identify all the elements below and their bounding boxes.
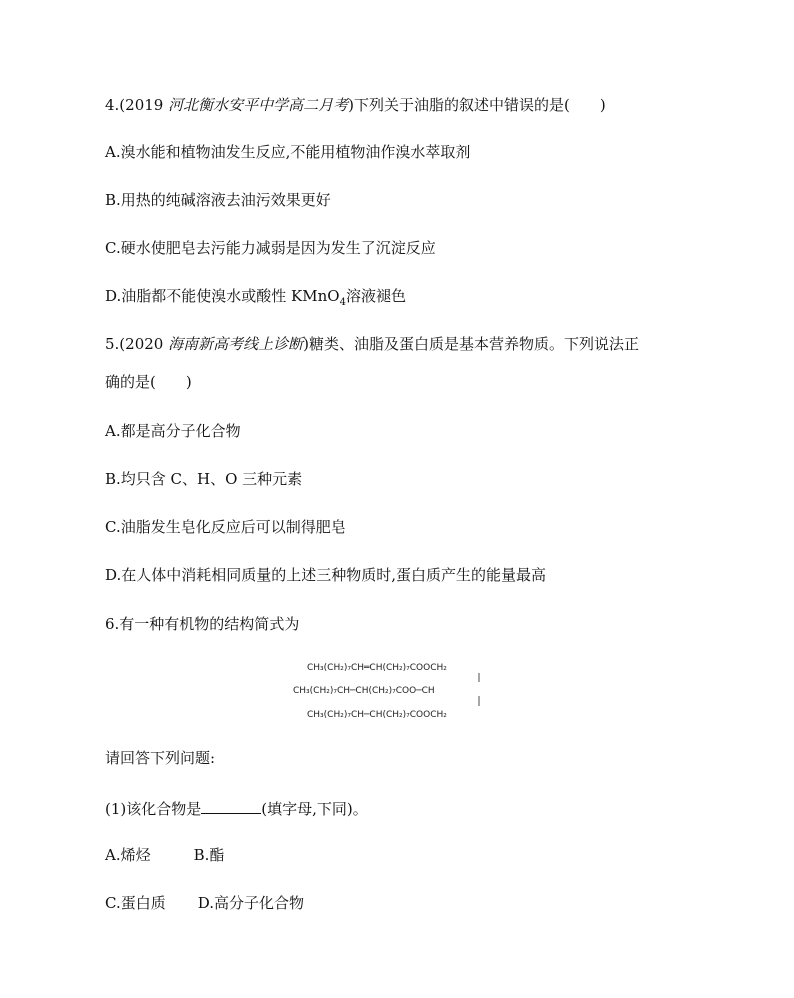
q4-source: 河北衡水安平中学高二月考 — [168, 96, 349, 114]
q5-option-c: C.油脂发生皂化反应后可以制得肥皂 — [105, 518, 346, 536]
q4-option-d: D.油脂都不能使溴水或酸性 KMnO$_4$溶液褪色 — [105, 287, 406, 308]
q4-option-b: B.用热的纯碱溶液去油污效果更好 — [105, 191, 331, 209]
answer-blank[interactable] — [201, 797, 261, 814]
q4-option-c: C.硬水使肥皂去污能力减弱是因为发生了沉淀反应 — [105, 239, 436, 257]
formula-row-1: CH₃(CH₂)₇CH═CH(CH₂)₇COOCH₂ — [307, 663, 447, 673]
q6-option-b: B.酯 — [193, 846, 225, 864]
q6-options-row-2 — [105, 893, 304, 913]
formula-row-2: CH₃(CH₂)₇CH─CH(CH₂)₇COO─CH — [293, 686, 435, 696]
q4-option-a: A.溴水能和植物油发生反应,不能用植物油作溴水萃取剂 — [105, 143, 471, 161]
q6-options-row-1 — [105, 845, 224, 865]
q6-option-a: A.烯烃 — [105, 846, 151, 864]
q4-number: 4.(2019 — [105, 96, 169, 114]
q4-text: )下列关于油脂的叙述中错误的是( ) — [348, 96, 606, 114]
q5-option-d: D.在人体中消耗相同质量的上述三种物质时,蛋白质产生的能量最高 — [105, 566, 547, 584]
q6-prompt: 请回答下列问题: — [105, 749, 216, 767]
q6-option-c: C.蛋白质 — [105, 894, 166, 912]
q5-option-a: A.都是高分子化合物 — [105, 422, 241, 440]
q6-option-d: D.高分子化合物 — [197, 894, 304, 912]
formula-row-3: CH₃(CH₂)₇CH─CH(CH₂)₇COOCH₂ — [307, 710, 447, 720]
q5-stem — [105, 334, 639, 354]
q5-source: 海南新高考线上诊断 — [168, 335, 304, 353]
q5-stem-cont: 确的是( ) — [105, 373, 192, 391]
q5-option-b: B.均只含 C、H、O 三种元素 — [105, 470, 303, 488]
q5-number: 5.(2020 — [105, 335, 169, 353]
structural-formula — [293, 658, 508, 724]
q6-stem: 6.有一种有机物的结构简式为 — [105, 615, 300, 633]
q4-stem — [105, 95, 606, 115]
q6-sub1: (1)该化合物是 (填字母,下同)。 — [105, 797, 368, 819]
q5-text: )糖类、油脂及蛋白质是基本营养物质。下列说法正 — [303, 335, 639, 353]
